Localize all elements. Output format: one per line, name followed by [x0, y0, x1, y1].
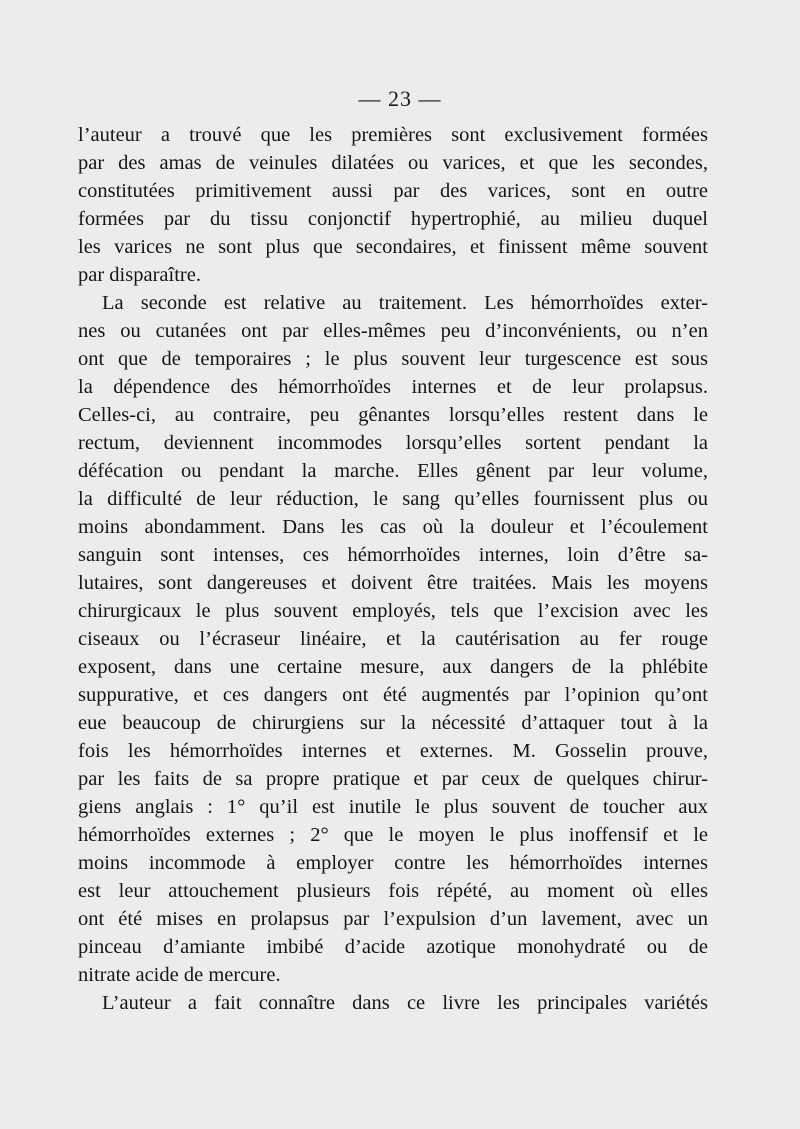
text-line: les varices ne sont plus que secondaires, et finissent même souvent [78, 236, 708, 258]
text-line: moins abondamment. Dans les cas où la douleur et l’écoulement [78, 516, 708, 538]
text-line: L’auteur a fait connaître dans ce livre les principales variétés [102, 992, 708, 1014]
text-line: Celles-ci, au contraire, peu gênantes lorsqu’elles restent dans le [78, 404, 708, 426]
text-line: exposent, dans une certaine mesure, aux dangers de la phlébite [78, 656, 708, 678]
text-line: défécation ou pendant la marche. Elles gênent par leur volume, [78, 460, 708, 482]
text-line: ciseaux ou l’écraseur linéaire, et la cautérisation au fer rouge [78, 628, 708, 650]
text-line: est leur attouchement plusieurs fois répété, au moment où elles [78, 880, 708, 902]
text-line: suppurative, et ces dangers ont été augmentés par l’opinion qu’ont [78, 684, 708, 706]
text-line: constitutées primitivement aussi par des varices, sont en outre [78, 180, 708, 202]
text-line: eue beaucoup de chirurgiens sur la nécessité d’attaquer tout à la [78, 712, 708, 734]
text-line: la dépendence des hémorrhoïdes internes et de leur prolapsus. [78, 376, 708, 398]
text-line: hémorrhoïdes externes ; 2° que le moyen le plus inoffensif et le [78, 824, 708, 846]
text-line: fois les hémorrhoïdes internes et externes. M. Gosselin prouve, [78, 740, 708, 762]
text-line: par disparaître. [78, 264, 201, 286]
text-line: la difficulté de leur réduction, le sang qu’elles fournissent plus ou [78, 488, 708, 510]
text-line: moins incommode à employer contre les hémorrhoïdes internes [78, 852, 708, 874]
text-line: formées par du tissu conjonctif hypertrophié, au milieu duquel [78, 208, 708, 230]
text-line: rectum, deviennent incommodes lorsqu’elles sortent pendant la [78, 432, 708, 454]
page-number: — 23 — [358, 86, 442, 111]
text-line: sanguin sont intenses, ces hémorrhoïdes internes, loin d’être sa- [78, 544, 708, 566]
text-line: par des amas de veinules dilatées ou varices, et que les secondes, [78, 152, 708, 174]
text-line: pinceau d’amiante imbibé d’acide azotique monohydraté ou de [78, 936, 708, 958]
text-line: giens anglais : 1° qu’il est inutile le plus souvent de toucher aux [78, 796, 708, 818]
text-line: par les faits de sa propre pratique et par ceux de quelques chirur- [78, 768, 708, 790]
text-line: l’auteur a trouvé que les premières sont exclusivement formées [78, 124, 708, 146]
text-line: ont été mises en prolapsus par l’expulsion d’un lavement, avec un [78, 908, 708, 930]
text-line: lutaires, sont dangereuses et doivent être traitées. Mais les moyens [78, 572, 708, 594]
text-line: nes ou cutanées ont par elles-mêmes peu d’inconvénients, ou n’en [78, 320, 708, 342]
text-line: ont que de temporaires ; le plus souvent leur turgescence est sous [78, 348, 708, 370]
body-text [78, 121, 708, 1017]
text-line: chirurgicaux le plus souvent employés, tels que l’excision avec les [78, 600, 708, 622]
text-line: La seconde est relative au traitement. Les hémorrhoïdes exter- [102, 292, 708, 314]
text-line: nitrate acide de mercure. [78, 964, 281, 986]
